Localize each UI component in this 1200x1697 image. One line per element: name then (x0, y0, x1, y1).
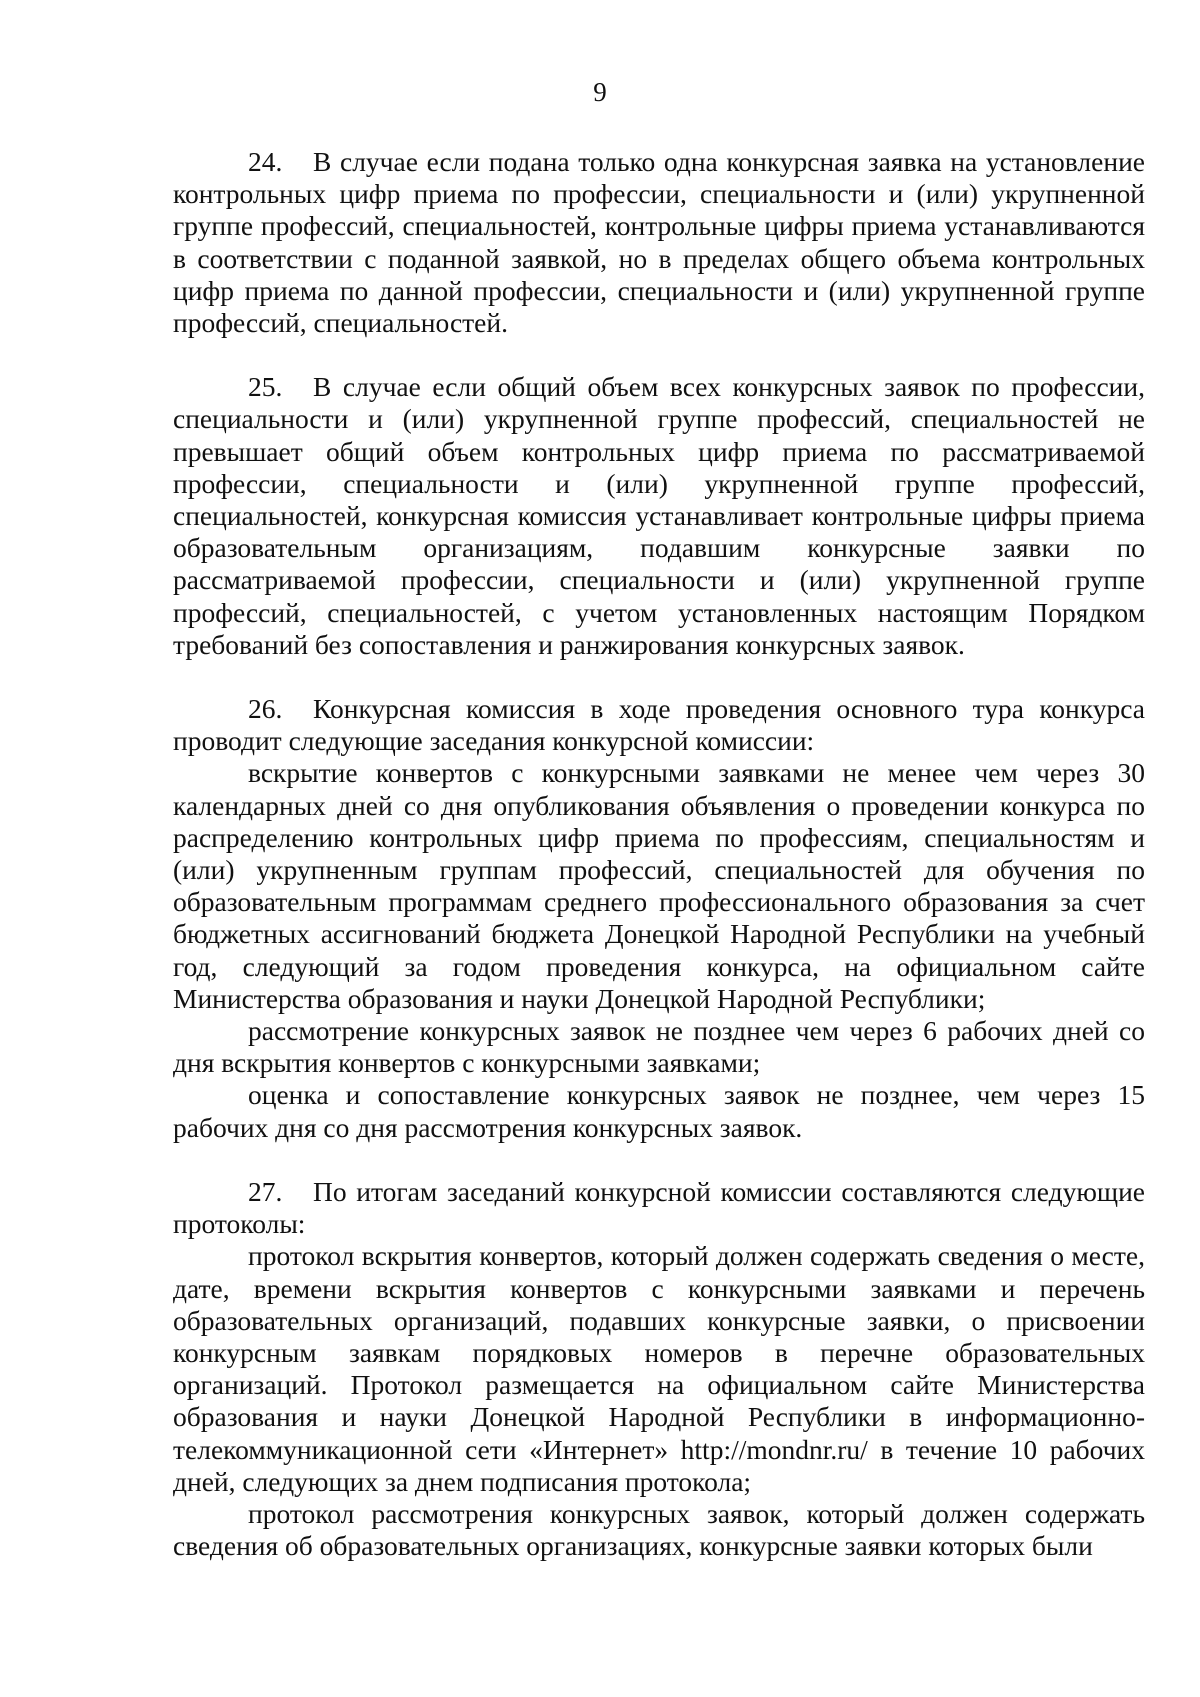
section-number: 24. (248, 146, 283, 177)
document-body (173, 146, 1145, 1562)
section-26 (173, 693, 1145, 1144)
paragraph (173, 693, 1145, 757)
list-item: протокол рассмотрения конкурсных заявок, который должен содержать сведения об образовательных организациях, конкурсные заявки которых были (173, 1497, 1145, 1562)
list-item: протокол вскрытия конвертов, который должен содержать сведения о месте, дате, времени вскрытия конвертов с конкурсными заявками и перечень образовательных организаций, подавших конкурсные заявки, о присвоении конкурсным заявкам порядковых номеров в перечне образовательных организаций. Протокол размещается на официальном сайте Министерства образования и науки Донецкой Народной Республики в информационно-телекоммуникационной сети «Интернет» http://mondnr.ru/ в течение 10 рабочих дней, следующих за днем подписания протокола; (173, 1240, 1145, 1497)
page-number: 9 (593, 77, 607, 107)
paragraph-text: По итогам заседаний конкурсной комиссии составляются следующие протоколы: (173, 1175, 1145, 1240)
paragraph-text: Конкурсная комиссия в ходе проведения основного тура конкурса проводит следующие заседания конкурсной комиссии: (173, 693, 1145, 757)
section-24 (173, 146, 1145, 339)
list-item: рассмотрение конкурсных заявок не позднее чем через 6 рабочих дней со дня вскрытия конвертов с конкурсными заявками; (173, 1015, 1145, 1079)
section-27 (173, 1176, 1145, 1562)
section-number: 25. (248, 371, 283, 403)
section-number: 27. (248, 1175, 283, 1207)
paragraph-text: В случае если подана только одна конкурсная заявка на установление контрольных цифр приема по профессии, специальности и (или) укрупненной группе профессий, специальностей, контрольные цифры приема устанавливаются в соответствии с поданной заявкой, но в пределах общего объема контрольных цифр приема по данной профессии, специальности и (или) укрупненной группе профессий, специальностей. (173, 146, 1145, 339)
list-item: вскрытие конвертов с конкурсными заявками не менее чем через 30 календарных дней со дня опубликования объявления о проведении конкурса по распределению контрольных цифр приема по профессиям, специальностям и (или) укрупненным группам профессий, специальностей для обучения по образовательным программам среднего профессионального образования за счет бюджетных ассигнований бюджета Донецкой Народной Республики на учебный год, следующий за годом проведения конкурса, на официальном сайте Министерства образования и науки Донецкой Народной Республики; (173, 757, 1145, 1014)
paragraph (173, 146, 1145, 339)
section-number: 26. (248, 693, 283, 725)
paragraph-text: В случае если общий объем всех конкурсных заявок по профессии, специальности и (или) укрупненной группе профессий, специальностей не превышает общий объем контрольных цифр приема по рассматриваемой профессии, специальности и (или) укрупненной группе профессий, специальностей, конкурсная комиссия устанавливает контрольные цифры приема образовательным организациям, подавшим конкурсные заявки по рассматриваемой профессии, специальности и (или) укрупненной группе профессий, специальностей, с учетом установленных настоящим Порядком требований без сопоставления и ранжирования конкурсных заявок. (173, 371, 1145, 660)
list-item: оценка и сопоставление конкурсных заявок не позднее, чем через 15 рабочих дня со дня рассмотрения конкурсных заявок. (173, 1079, 1145, 1143)
paragraph (173, 371, 1145, 661)
section-25 (173, 371, 1145, 661)
paragraph (173, 1176, 1145, 1240)
